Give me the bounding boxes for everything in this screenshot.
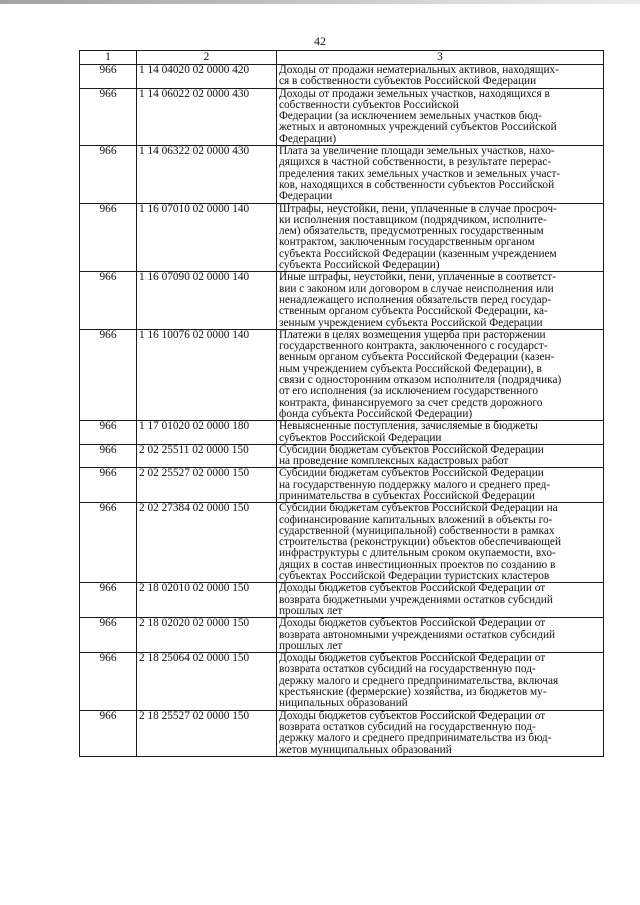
revenue-name-cell [277,329,604,420]
budget-code-cell: 1 16 10076 02 0000 140 [137,329,277,420]
revenue-name-line: зенным учреждением субъекта Российской Федерации [279,316,543,329]
revenue-name-line: возврата автономными учреждениями остатков субсидий [279,628,556,641]
revenue-name-line: жетных и автономных учреждений субъектов Российской [279,121,557,134]
revenue-name-line: инфраструктуры с длительным сроком окупаемости, вхо- [279,547,556,560]
revenue-name-line: Доходы от продажи нематериальных активов, находящих- [279,64,559,76]
revenue-name-line: принимательства в субъектах Российской Федерации [279,489,535,502]
table-row [80,503,604,583]
revenue-codes-table [79,50,604,757]
table-row [80,88,604,145]
revenue-name-line: фонда субъекта Российской Федерации) [279,407,473,420]
revenue-name-line: Штрафы, неустойки, пени, уплаченные в случае просроч- [279,202,557,215]
revenue-name-cell [277,444,604,468]
revenue-name-line: субъекта Российской Федерации) [279,259,440,272]
revenue-name-line: сударственной (муниципальной) собственности в рамках [279,524,555,537]
budget-code-cell: 2 18 02010 02 0000 150 [137,583,277,618]
table-body [80,65,604,757]
revenue-name-line: связи с односторонним отказом исполнителя (подрядчика) [279,374,562,387]
budget-code-cell: 2 02 27384 02 0000 150 [137,503,277,583]
revenue-name-line: ненадлежащего исполнения обязательств перед государ- [279,293,552,306]
admin-code-cell: 966 [80,583,137,618]
admin-code-cell: 966 [80,444,137,468]
revenue-name-line: лем) обязательств, предусмотренных государственным [279,225,544,238]
admin-code-cell: 966 [80,421,137,445]
budget-code-cell: 1 16 07090 02 0000 140 [137,272,277,329]
table-row [80,65,604,89]
admin-code-cell: 966 [80,272,137,329]
revenue-name-line: ственным органом субъекта Российской Федерации, ка- [279,305,548,318]
column-header-code: 2 [137,51,277,65]
revenue-name-line: Доходы бюджетов субъектов Российской Федерации от [279,582,546,595]
table-row [80,583,604,618]
table-row [80,421,604,445]
revenue-name-line: Субсидии бюджетам субъектов Российской Федерации на [279,502,558,515]
table-row [80,146,604,203]
revenue-name-cell [277,272,604,329]
revenue-name-line: субъектов Российской Федерации [279,431,442,444]
column-header-admin: 1 [80,51,137,65]
table-row [80,618,604,653]
budget-code-cell: 1 17 01020 02 0000 180 [137,421,277,445]
revenue-name-line: Федерации (за исключением земельных участков бюд- [279,110,542,123]
revenue-name-line: жетов муниципальных образований [279,743,452,756]
revenue-name-line: возврата остатков субсидий на государственную под- [279,720,536,733]
revenue-name-line: Доходы от продажи земельных участков, находящихся в [279,87,550,100]
revenue-name-line: софинансирование капитальных вложений в объекты го- [279,513,553,526]
revenue-name-line: субъектах Российской Федерации туристских кластеров [279,570,550,583]
revenue-name-line: строительства (реконструкции) объектов обеспечивающей [279,536,561,549]
table-header [80,51,604,65]
revenue-name-line: прошлых лет [279,604,343,617]
admin-code-cell: 966 [80,146,137,203]
revenue-name-line: контрактом, заключенным государственным органом [279,236,535,249]
revenue-name-cell [277,421,604,445]
budget-code-cell: 2 02 25511 02 0000 150 [137,444,277,468]
admin-code-cell: 966 [80,503,137,583]
revenue-name-line: дящихся в частной собственности, в результате перерас- [279,156,552,169]
revenue-name-line: Федерации [279,190,333,203]
budget-code-cell: 1 14 04020 02 0000 420 [137,65,277,89]
admin-code-cell: 966 [80,65,137,89]
header-row [80,51,604,65]
revenue-name-line: собственности субъектов Российской [279,98,459,111]
admin-code-cell: 966 [80,653,137,710]
revenue-name-line: Иные штрафы, неустойки, пени, уплаченные в соответст- [279,271,556,284]
revenue-name-line: ки исполнения поставщиком (подрядчиком, исполните- [279,213,547,226]
revenue-name-cell [277,468,604,503]
revenue-name-line: государственного контракта, заключенного с государст- [279,340,548,353]
table-row [80,468,604,503]
revenue-name-line: Субсидии бюджетам субъектов Российской Федерации [279,467,544,480]
revenue-name-line: ным учреждением субъекта Российской Федерации), в [279,362,542,375]
revenue-name-cell [277,203,604,272]
revenue-name-line: на государственную поддержку малого и среднего пред- [279,478,551,491]
revenue-name-cell [277,653,604,710]
table-row [80,203,604,272]
revenue-name-cell [277,583,604,618]
revenue-name-cell [277,503,604,583]
revenue-name-cell [277,710,604,756]
budget-code-cell: 2 18 02020 02 0000 150 [137,618,277,653]
revenue-name-line: контракта, финансируемого за счет средств дорожного [279,396,543,409]
revenue-name-line: ниципальных образований [279,697,408,710]
admin-code-cell: 966 [80,710,137,756]
admin-code-cell: 966 [80,203,137,272]
revenue-name-line: Плата за увеличение площади земельных участков, нахо- [279,145,555,158]
revenue-name-line: возврата бюджетными учреждениями остатков субсидий [279,593,553,606]
page-number: 42 [314,34,326,48]
budget-code-cell: 2 02 25527 02 0000 150 [137,468,277,503]
budget-code-cell: 2 18 25527 02 0000 150 [137,710,277,756]
table-row [80,329,604,420]
revenue-name-cell [277,65,604,89]
revenue-name-line: Невыясненные поступления, зачисляемые в бюджеты [279,420,538,433]
table-row [80,653,604,710]
budget-code-cell: 1 14 06322 02 0000 430 [137,146,277,203]
revenue-name-line: Доходы бюджетов субъектов Российской Федерации от [279,617,546,630]
admin-code-cell: 966 [80,618,137,653]
revenue-name-line: Платежи в целях возмещения ущерба при расторжении [279,328,546,341]
revenue-name-line: держку малого и среднего предпринимательства, включая [279,674,559,687]
revenue-name-line: прошлых лет [279,639,343,652]
revenue-name-cell [277,146,604,203]
revenue-name-line: дящих в состав инвестиционных проектов по созданию в [279,558,556,571]
revenue-name-line: от его исполнения (за исключением государственного [279,385,539,398]
revenue-name-line: Доходы бюджетов субъектов Российской Федерации от [279,709,546,722]
scan-edge-shadow [0,0,640,4]
revenue-name-cell [277,88,604,145]
budget-code-cell: 2 18 25064 02 0000 150 [137,653,277,710]
revenue-name-line: Федерации) [279,132,337,145]
revenue-name-line: на проведение комплексных кадастровых работ [279,455,509,468]
budget-code-cell: 1 16 07010 02 0000 140 [137,203,277,272]
table-row [80,444,604,468]
column-header-name: 3 [277,51,604,65]
revenue-name-line: ков, находящихся в собственности субъектов Российской [279,178,555,191]
revenue-name-line: возврата остатков субсидий на государственную под- [279,663,536,676]
revenue-name-line: вии с законом или договором в случае неисполнения или [279,282,554,295]
table-row [80,272,604,329]
budget-code-cell: 1 14 06022 02 0000 430 [137,88,277,145]
revenue-name-line: Доходы бюджетов субъектов Российской Федерации от [279,652,546,665]
revenue-name-line: субъекта Российской Федерации (казенным учреждением [279,247,557,260]
revenue-name-line: ся в собственности субъектов Российской Федерации [279,75,537,88]
revenue-name-line: венным органом субъекта Российской Федерации (казен- [279,351,555,364]
admin-code-cell: 966 [80,88,137,145]
revenue-name-cell [277,618,604,653]
revenue-name-line: держку малого и среднего предпринимательства из бюд- [279,732,552,745]
admin-code-cell: 966 [80,329,137,420]
revenue-name-line: пределения таких земельных участков и земельных участ- [279,167,561,180]
revenue-name-line: Субсидии бюджетам субъектов Российской Федерации [279,443,544,456]
admin-code-cell: 966 [80,468,137,503]
table-row [80,710,604,756]
revenue-name-line: крестьянские (фермерские) хозяйства, из бюджетов му- [279,686,547,699]
